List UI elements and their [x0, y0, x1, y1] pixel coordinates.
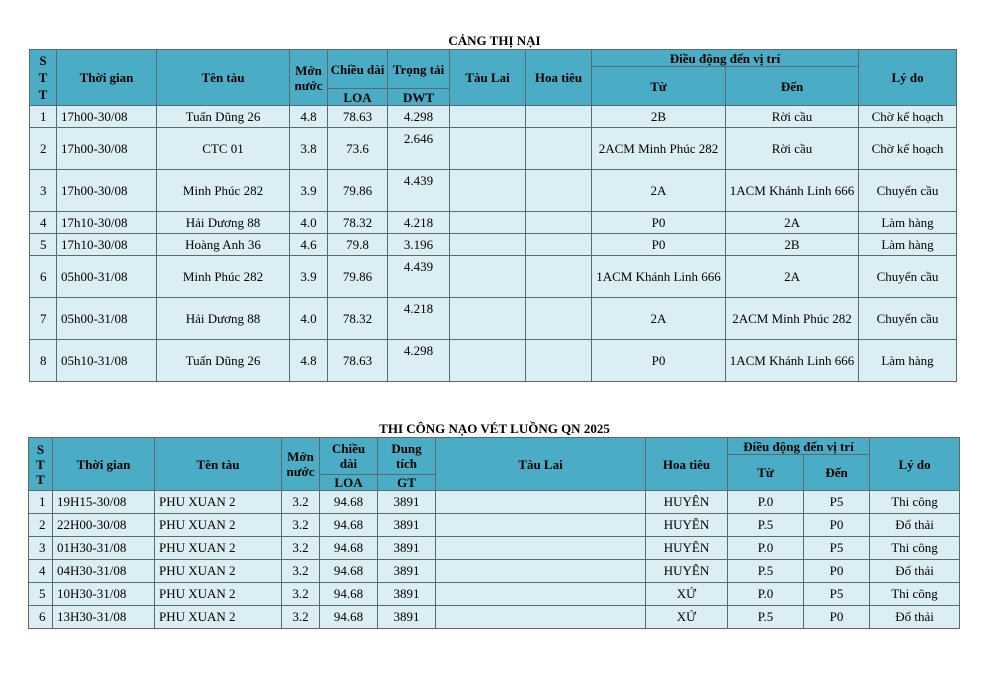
- row-dwt: 3.196: [388, 234, 450, 256]
- table-row: [29, 606, 960, 629]
- row-pilot: HUYÊN: [646, 514, 728, 537]
- row-from: 2ACM Minh Phúc 282: [592, 128, 726, 170]
- dredging-schedule-table: [28, 437, 960, 629]
- row-from: 2A: [592, 170, 726, 212]
- row-time: 17h10-30/08: [57, 212, 157, 234]
- row-ship: Minh Phúc 282: [157, 256, 290, 298]
- header-ship: Tên tàu: [157, 50, 290, 106]
- row-draft: 3.8: [290, 128, 328, 170]
- table-row: [29, 560, 960, 583]
- table-row: [30, 298, 957, 340]
- row-tug: [436, 514, 646, 537]
- header-from: Từ: [592, 67, 726, 106]
- row-pilot: HUYÊN: [646, 537, 728, 560]
- row-ship: PHU XUAN 2: [155, 491, 282, 514]
- row-reason: Làm hàng: [859, 234, 957, 256]
- row-stt: 8: [30, 340, 57, 382]
- row-pilot: XỨ: [646, 606, 728, 629]
- header-dwt: DWT: [388, 89, 450, 106]
- row-draft: 3.2: [282, 583, 320, 606]
- row-draft: 4.0: [290, 298, 328, 340]
- row-loa: 79.86: [328, 256, 388, 298]
- row-to: 2A: [726, 212, 859, 234]
- row-draft: 3.2: [282, 491, 320, 514]
- table-row: [30, 256, 957, 298]
- row-from: P.0: [728, 583, 804, 606]
- row-tug: [450, 212, 526, 234]
- row-pilot: [526, 170, 592, 212]
- row-stt: 4: [29, 560, 53, 583]
- row-loa: 78.32: [328, 212, 388, 234]
- section1-title: CẢNG THỊ NẠI: [448, 33, 541, 48]
- header-length: Chiều dài: [320, 438, 378, 475]
- row-dwt: 4.218: [388, 298, 450, 340]
- row-from: 2B: [592, 106, 726, 128]
- row-gt: 3891: [378, 537, 436, 560]
- row-loa: 73.6: [328, 128, 388, 170]
- row-from: 2A: [592, 298, 726, 340]
- row-to: P5: [804, 491, 870, 514]
- row-from: P.5: [728, 514, 804, 537]
- table-row: [29, 583, 960, 606]
- header-capacity: Dung tích: [378, 438, 436, 475]
- row-tug: [450, 256, 526, 298]
- row-to: P0: [804, 606, 870, 629]
- table-row: [30, 234, 957, 256]
- row-draft: 3.2: [282, 560, 320, 583]
- row-ship: Hoàng Anh 36: [157, 234, 290, 256]
- header-time: Thời gian: [57, 50, 157, 106]
- row-tug: [436, 606, 646, 629]
- row-pilot: HUYÊN: [646, 491, 728, 514]
- row-dwt: 2.646: [388, 128, 450, 170]
- row-loa: 94.68: [320, 583, 378, 606]
- row-from: P0: [592, 340, 726, 382]
- header-reason: Lý do: [859, 50, 957, 106]
- header-loa: LOA: [328, 89, 388, 106]
- header-to: Đến: [804, 455, 870, 491]
- row-from: 1ACM Khánh Linh 666: [592, 256, 726, 298]
- row-reason: Đổ thải: [870, 514, 960, 537]
- row-tug: [450, 128, 526, 170]
- row-pilot: HUYÊN: [646, 560, 728, 583]
- row-stt: 3: [29, 537, 53, 560]
- row-ship: PHU XUAN 2: [155, 606, 282, 629]
- row-time: 04H30-31/08: [53, 560, 155, 583]
- row-reason: Làm hàng: [859, 212, 957, 234]
- row-loa: 79.8: [328, 234, 388, 256]
- row-to: 1ACM Khánh Linh 666: [726, 340, 859, 382]
- row-to: 2B: [726, 234, 859, 256]
- row-to: 2A: [726, 256, 859, 298]
- row-stt: 7: [30, 298, 57, 340]
- row-to: P0: [804, 560, 870, 583]
- row-draft: 4.6: [290, 234, 328, 256]
- row-gt: 3891: [378, 560, 436, 583]
- row-time: 01H30-31/08: [53, 537, 155, 560]
- table-row: [30, 212, 957, 234]
- table-row: [29, 537, 960, 560]
- row-time: 17h00-30/08: [57, 106, 157, 128]
- row-pilot: [526, 234, 592, 256]
- row-stt: 2: [30, 128, 57, 170]
- row-reason: Thi công: [870, 583, 960, 606]
- row-reason: Chờ kế hoạch: [859, 128, 957, 170]
- row-dwt: 4.439: [388, 256, 450, 298]
- row-tug: [450, 170, 526, 212]
- row-ship: Tuấn Dũng 26: [157, 340, 290, 382]
- row-ship: PHU XUAN 2: [155, 537, 282, 560]
- row-time: 05h10-31/08: [57, 340, 157, 382]
- row-ship: CTC 01: [157, 128, 290, 170]
- section2-title: THI CÔNG NẠO VÉT LUỒNG QN 2025: [379, 421, 610, 436]
- row-to: P0: [804, 514, 870, 537]
- row-draft: 3.2: [282, 514, 320, 537]
- row-loa: 94.68: [320, 537, 378, 560]
- row-dwt: 4.298: [388, 106, 450, 128]
- row-stt: 6: [29, 606, 53, 629]
- row-gt: 3891: [378, 606, 436, 629]
- table-row: [30, 340, 957, 382]
- row-from: P.5: [728, 560, 804, 583]
- row-time: 10H30-31/08: [53, 583, 155, 606]
- row-draft: 3.2: [282, 537, 320, 560]
- row-tug: [450, 298, 526, 340]
- row-reason: Chuyển cầu: [859, 256, 957, 298]
- row-time: 19H15-30/08: [53, 491, 155, 514]
- header-reason: Lý do: [870, 438, 960, 491]
- header-from: Từ: [728, 455, 804, 491]
- header-to: Đến: [726, 67, 859, 106]
- row-ship: PHU XUAN 2: [155, 583, 282, 606]
- row-draft: 4.8: [290, 106, 328, 128]
- header-move: Điều động đến vị trí: [592, 50, 859, 67]
- row-to: Rời cầu: [726, 128, 859, 170]
- row-time: 17h10-30/08: [57, 234, 157, 256]
- row-stt: 1: [29, 491, 53, 514]
- row-dwt: 4.298: [388, 340, 450, 382]
- row-stt: 3: [30, 170, 57, 212]
- row-to: P5: [804, 537, 870, 560]
- header-draft: Mớn nước: [290, 50, 328, 106]
- row-loa: 78.63: [328, 340, 388, 382]
- table-row: [29, 514, 960, 537]
- row-pilot: [526, 106, 592, 128]
- header-stt: S T T: [29, 438, 53, 491]
- row-from: P.5: [728, 606, 804, 629]
- row-reason: Đổ thải: [870, 560, 960, 583]
- row-time: 22H00-30/08: [53, 514, 155, 537]
- row-stt: 5: [30, 234, 57, 256]
- row-stt: 4: [30, 212, 57, 234]
- row-stt: 5: [29, 583, 53, 606]
- table-row: [30, 128, 957, 170]
- header-time: Thời gian: [53, 438, 155, 491]
- row-tug: [450, 106, 526, 128]
- row-draft: 3.9: [290, 170, 328, 212]
- row-to: 1ACM Khánh Linh 666: [726, 170, 859, 212]
- row-ship: Hải Dương 88: [157, 298, 290, 340]
- row-to: P5: [804, 583, 870, 606]
- row-draft: 4.0: [290, 212, 328, 234]
- row-from: P.0: [728, 537, 804, 560]
- row-tug: [436, 537, 646, 560]
- row-ship: Hải Dương 88: [157, 212, 290, 234]
- row-loa: 94.68: [320, 606, 378, 629]
- header-stt: S T T: [30, 50, 57, 106]
- port-schedule-table: [29, 49, 957, 382]
- row-pilot: [526, 298, 592, 340]
- row-stt: 6: [30, 256, 57, 298]
- row-tug: [450, 340, 526, 382]
- row-draft: 3.2: [282, 606, 320, 629]
- header-tug: Tàu Lai: [450, 50, 526, 106]
- row-reason: Chờ kế hoạch: [859, 106, 957, 128]
- row-loa: 94.68: [320, 514, 378, 537]
- row-stt: 1: [30, 106, 57, 128]
- row-loa: 79.86: [328, 170, 388, 212]
- row-reason: Làm hàng: [859, 340, 957, 382]
- row-to: 2ACM Minh Phúc 282: [726, 298, 859, 340]
- header-gt: GT: [378, 475, 436, 491]
- row-pilot: [526, 128, 592, 170]
- row-ship: Tuấn Dũng 26: [157, 106, 290, 128]
- table-row: [30, 106, 957, 128]
- row-from: P0: [592, 212, 726, 234]
- row-pilot: [526, 212, 592, 234]
- row-from: P0: [592, 234, 726, 256]
- row-time: 13H30-31/08: [53, 606, 155, 629]
- row-ship: PHU XUAN 2: [155, 560, 282, 583]
- row-tug: [436, 583, 646, 606]
- header-tug: Tàu Lai: [436, 438, 646, 491]
- row-to: Rời cầu: [726, 106, 859, 128]
- row-loa: 78.32: [328, 298, 388, 340]
- row-reason: Đổ thải: [870, 606, 960, 629]
- row-from: P.0: [728, 491, 804, 514]
- header-loa: LOA: [320, 475, 378, 491]
- row-reason: Thi công: [870, 491, 960, 514]
- row-tug: [450, 234, 526, 256]
- row-time: 17h00-30/08: [57, 170, 157, 212]
- row-reason: Thi công: [870, 537, 960, 560]
- row-pilot: [526, 340, 592, 382]
- row-draft: 3.9: [290, 256, 328, 298]
- row-ship: Minh Phúc 282: [157, 170, 290, 212]
- row-draft: 4.8: [290, 340, 328, 382]
- header-draft: Mớn nước: [282, 438, 320, 491]
- row-tug: [436, 560, 646, 583]
- row-time: 17h00-30/08: [57, 128, 157, 170]
- row-ship: PHU XUAN 2: [155, 514, 282, 537]
- header-pilot: Hoa tiêu: [526, 50, 592, 106]
- header-pilot: Hoa tiêu: [646, 438, 728, 491]
- row-dwt: 4.439: [388, 170, 450, 212]
- row-pilot: XỨ: [646, 583, 728, 606]
- row-loa: 78.63: [328, 106, 388, 128]
- row-tug: [436, 491, 646, 514]
- table-row: [30, 170, 957, 212]
- header-tonnage: Trọng tải: [388, 50, 450, 89]
- header-ship: Tên tàu: [155, 438, 282, 491]
- header-length: Chiều dài: [328, 50, 388, 89]
- row-stt: 2: [29, 514, 53, 537]
- table-row: [29, 491, 960, 514]
- row-reason: Chuyển cầu: [859, 298, 957, 340]
- row-pilot: [526, 256, 592, 298]
- row-loa: 94.68: [320, 560, 378, 583]
- row-gt: 3891: [378, 583, 436, 606]
- row-time: 05h00-31/08: [57, 298, 157, 340]
- row-gt: 3891: [378, 514, 436, 537]
- row-dwt: 4.218: [388, 212, 450, 234]
- header-move: Điều động đến vị trí: [728, 438, 870, 455]
- row-loa: 94.68: [320, 491, 378, 514]
- row-time: 05h00-31/08: [57, 256, 157, 298]
- row-gt: 3891: [378, 491, 436, 514]
- row-reason: Chuyển cầu: [859, 170, 957, 212]
